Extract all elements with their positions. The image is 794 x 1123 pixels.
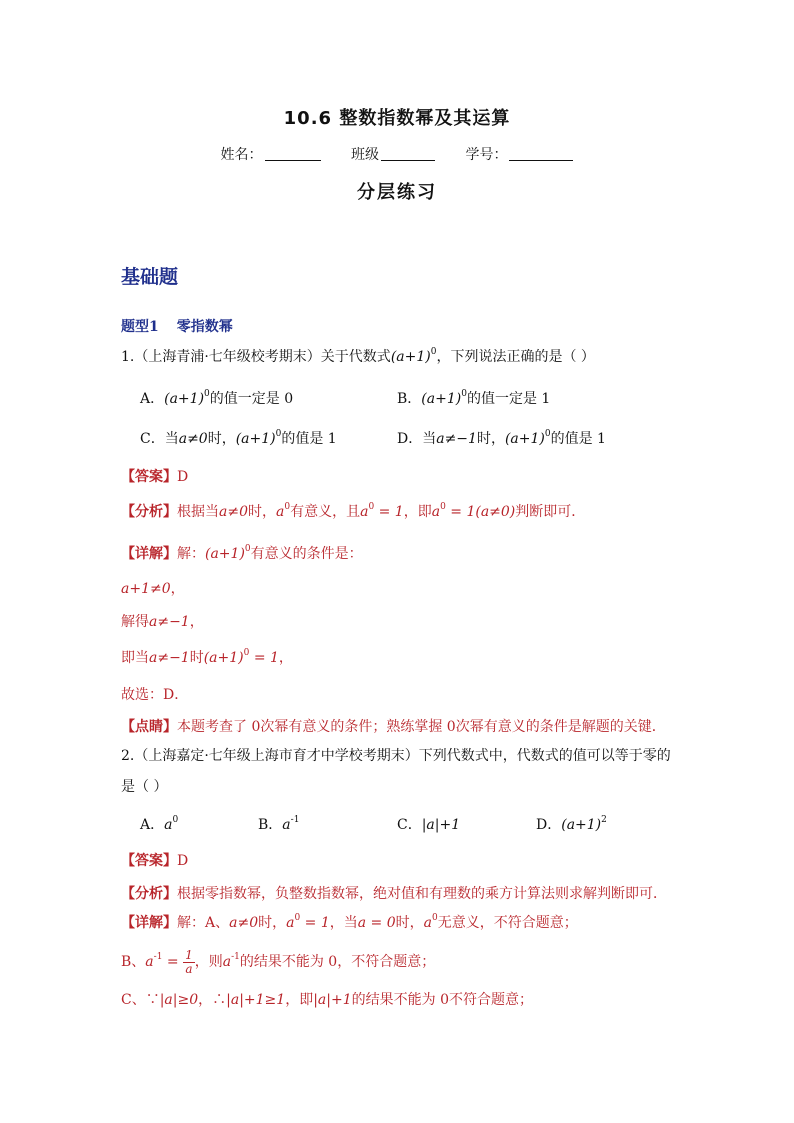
q1-answer-value: D xyxy=(177,469,189,485)
name-blank[interactable] xyxy=(265,146,321,161)
q1-opt-d-exp: 0 xyxy=(544,429,551,439)
q2-opt-c-expr: |a|+1 xyxy=(421,817,461,833)
q1-answer-tag: 【答案】 xyxy=(121,469,177,485)
q2-opt-b-base: a xyxy=(282,817,291,833)
q2-detail-a-exp-1: 0 xyxy=(294,913,301,923)
q2-opt-a-base: a xyxy=(164,817,173,833)
q2-opt-a-exp: 0 xyxy=(172,815,179,825)
q2-detail-a-base-1: a xyxy=(286,915,295,931)
q2-opt-b-label: B． xyxy=(258,817,283,833)
q1-step-3-exp: 0 xyxy=(243,648,250,658)
q2-detail-b-text-3: 的结果不能为 0，不符合题意； xyxy=(239,954,436,970)
q1-opt-b-text: 的值一定是 1 xyxy=(466,391,551,407)
q2-detail-b-base: a xyxy=(145,954,154,970)
name-label: 姓名： xyxy=(220,147,263,163)
q1-analysis-text-4: ，即 xyxy=(403,504,432,520)
q2-detail-c-expr-2: |a|+1≥1 xyxy=(226,992,286,1008)
q1-opt-a-text: 的值一定是 0 xyxy=(209,391,294,407)
q1-comment-text: 本题考查了 0次幂有意义的条件；熟练掌握 0次幂有意义的条件是解题的关键． xyxy=(177,719,666,735)
fraction-denominator: a xyxy=(185,961,193,976)
q1-detail xyxy=(121,544,363,564)
q1-analysis-eq2-r: = 1(a≠0) xyxy=(445,504,516,520)
q1-analysis-text-3: 有意义，且 xyxy=(290,504,361,520)
q1-step-2 xyxy=(121,612,204,632)
q1-analysis-a: a xyxy=(275,504,285,520)
q1-opt-a-exp: 0 xyxy=(204,389,210,399)
class-blank[interactable] xyxy=(381,146,435,161)
q1-option-a[interactable] xyxy=(140,389,293,409)
q1-opt-d-label: D．当 xyxy=(397,431,437,447)
q1-stem-expr: (a+1) xyxy=(390,349,431,365)
q2-opt-d-exp: 2 xyxy=(601,815,607,825)
q1-analysis-a-exp: 0 xyxy=(284,502,291,512)
q2-opt-c-label: C． xyxy=(397,817,422,833)
q2-answer xyxy=(121,851,188,871)
type-title: 零指数幂 xyxy=(176,319,233,335)
q1-analysis-cond: a≠0 xyxy=(219,504,248,520)
student-info-row xyxy=(0,144,794,164)
q1-analysis-text-2: 时， xyxy=(247,504,276,520)
q1-detail-text-1: 解： xyxy=(177,546,205,562)
q2-option-a[interactable] xyxy=(140,815,178,835)
q2-detail-c-text-3: ，即 xyxy=(285,992,314,1008)
id-blank[interactable] xyxy=(509,146,573,161)
q2-detail-a-text-2: 时， xyxy=(258,915,287,931)
q2-option-c[interactable] xyxy=(397,815,460,835)
q1-analysis-text-5: 判断即可． xyxy=(515,504,586,520)
q1-step-3 xyxy=(121,648,293,668)
q1-opt-c-cond: a≠0 xyxy=(178,431,208,447)
q1-opt-a-expr: (a+1) xyxy=(164,391,205,407)
q1-stem xyxy=(121,347,595,367)
q1-analysis-text-1: 根据当 xyxy=(177,504,219,520)
q1-opt-c-text: 的值是 1 xyxy=(281,431,337,447)
q2-detail-c-text-2: ，∴ xyxy=(198,992,227,1008)
q1-detail-tag: 【详解】 xyxy=(121,546,177,562)
q2-detail-a-cond-2: a = 0 xyxy=(357,915,396,931)
q2-answer-value: D xyxy=(177,853,189,869)
q2-detail-a-cond: a≠0 xyxy=(229,915,259,931)
q1-opt-a-label: A． xyxy=(140,391,165,407)
id-label: 学号： xyxy=(465,147,508,163)
q1-opt-b-exp: 0 xyxy=(461,389,467,399)
q1-step-2-pre: 解得 xyxy=(121,614,149,630)
q2-detail-c xyxy=(121,990,533,1010)
q1-analysis-eq-a: a xyxy=(360,504,369,520)
q1-opt-d-cond: a≠−1 xyxy=(436,431,477,447)
q2-answer-tag: 【答案】 xyxy=(121,853,177,869)
q1-comment-tag: 【点睛】 xyxy=(121,719,177,735)
q2-option-b[interactable] xyxy=(258,815,299,835)
q1-step-3-expr: (a+1) xyxy=(203,650,244,666)
q2-opt-a-label: A． xyxy=(140,817,165,833)
q1-opt-c-expr: (a+1) xyxy=(235,431,276,447)
q1-analysis-tag: 【分析】 xyxy=(121,504,177,520)
q2-detail-c-text-4: 的结果不能为 0不符合题意； xyxy=(351,992,533,1008)
q2-detail-tag: 【详解】 xyxy=(121,915,177,931)
q1-step-3-post: ， xyxy=(278,650,293,666)
q1-option-d[interactable] xyxy=(397,429,606,449)
q1-option-b[interactable] xyxy=(397,389,550,409)
q1-opt-d-expr: (a+1) xyxy=(504,431,545,447)
q2-opt-d-label: D． xyxy=(536,817,562,833)
q2-detail-b-fraction xyxy=(183,949,195,976)
q1-opt-d-text: 的值是 1 xyxy=(550,431,606,447)
q2-detail-b-text-2: ，则 xyxy=(194,954,223,970)
q2-stem-line-2: 是（ ） xyxy=(121,779,168,795)
q1-detail-expr: (a+1) xyxy=(205,546,245,562)
q1-analysis-eq-exp: 0 xyxy=(368,502,375,512)
q2-detail-a-text-3: ，当 xyxy=(329,915,358,931)
q1-opt-c-label: C．当 xyxy=(140,431,179,447)
q1-step-3-r: = 1 xyxy=(249,650,279,666)
q2-detail-a-exp-2: 0 xyxy=(432,913,438,923)
q2-detail-a-text-4: 时， xyxy=(395,915,424,931)
q2-detail-b-eq: = xyxy=(162,954,184,970)
q2-detail-a xyxy=(121,913,578,933)
section-title: 基础题 xyxy=(121,266,179,288)
q1-answer xyxy=(121,467,188,487)
q2-detail-b-text-1: B、 xyxy=(121,954,146,970)
q1-opt-c-exp: 0 xyxy=(275,429,282,439)
q1-stem-pre: 1.（上海青浦·七年级校考期末）关于代数式 xyxy=(121,349,391,365)
q2-analysis-text: 根据零指数幂，负整数指数幂，绝对值和有理数的乘方计算法则求解判断即可． xyxy=(177,886,667,902)
q1-step-2-expr: a≠−1 xyxy=(149,614,190,630)
q1-step-2-post: ， xyxy=(189,614,204,630)
q2-stem-line-1: 2.（上海嘉定·七年级上海市育才中学校考期末）下列代数式中，代数式的值可以等于零的 xyxy=(121,748,671,764)
q1-comment xyxy=(121,717,666,737)
q2-detail-a-text-5: 无意义，不符合题意； xyxy=(437,915,578,931)
q1-analysis-eq2-a: a xyxy=(431,504,441,520)
q1-analysis-eq-r: = 1 xyxy=(374,504,404,520)
q2-detail-c-text-1: C、∵ xyxy=(121,992,160,1008)
q1-analysis xyxy=(121,502,585,522)
q2-detail-a-r1: = 1 xyxy=(300,915,330,931)
page-title: 10.6 整数指数幂及其运算 xyxy=(283,108,511,129)
q2-analysis xyxy=(121,884,667,904)
q2-detail-b-exp: -1 xyxy=(153,952,163,962)
q1-stem-post: ，下列说法正确的是（ ） xyxy=(436,349,595,365)
q2-detail-b-exp-2: -1 xyxy=(231,952,240,962)
q1-opt-c-mid: 时， xyxy=(207,431,236,447)
q2-opt-d-expr: (a+1) xyxy=(561,817,602,833)
q2-opt-b-exp: -1 xyxy=(290,815,300,825)
q1-step-3-pre: 即当 xyxy=(121,650,149,666)
q2-detail-a-text-1: 解：A、 xyxy=(177,915,230,931)
q1-detail-text-2: 有意义的条件是： xyxy=(250,546,363,562)
q1-opt-b-label: B． xyxy=(397,391,422,407)
q1-step-3-mid: 时 xyxy=(189,650,204,666)
q2-analysis-tag: 【分析】 xyxy=(121,886,177,902)
q2-detail-c-expr-3: |a|+1 xyxy=(313,992,352,1008)
type-label: 题型1 xyxy=(121,319,159,335)
fraction-numerator: 1 xyxy=(185,947,193,962)
page-subtitle: 分层练习 xyxy=(357,182,437,203)
q2-detail-b xyxy=(121,948,435,976)
q1-analysis-eq2-exp: 0 xyxy=(440,502,446,512)
q1-opt-b-expr: (a+1) xyxy=(421,391,462,407)
q1-opt-d-mid: 时， xyxy=(476,431,505,447)
q1-step-1-post: ， xyxy=(170,581,185,597)
q2-detail-c-expr-1: |a|≥0 xyxy=(159,992,199,1008)
q1-option-c[interactable] xyxy=(140,429,337,449)
q2-detail-b-base-2: a xyxy=(222,954,232,970)
q1-step-4: 故选：D． xyxy=(121,687,189,703)
q1-detail-exp: 0 xyxy=(244,544,251,554)
q1-step-1 xyxy=(121,579,185,599)
q2-detail-a-base-2: a xyxy=(423,915,432,931)
q1-step-3-cond: a≠−1 xyxy=(149,650,190,666)
q1-stem-exp: 0 xyxy=(430,347,437,357)
q2-option-d[interactable] xyxy=(536,815,607,835)
question-type-heading xyxy=(121,316,233,336)
class-label: 班级 xyxy=(351,147,379,163)
q1-step-1-expr: a+1≠0 xyxy=(121,581,171,597)
